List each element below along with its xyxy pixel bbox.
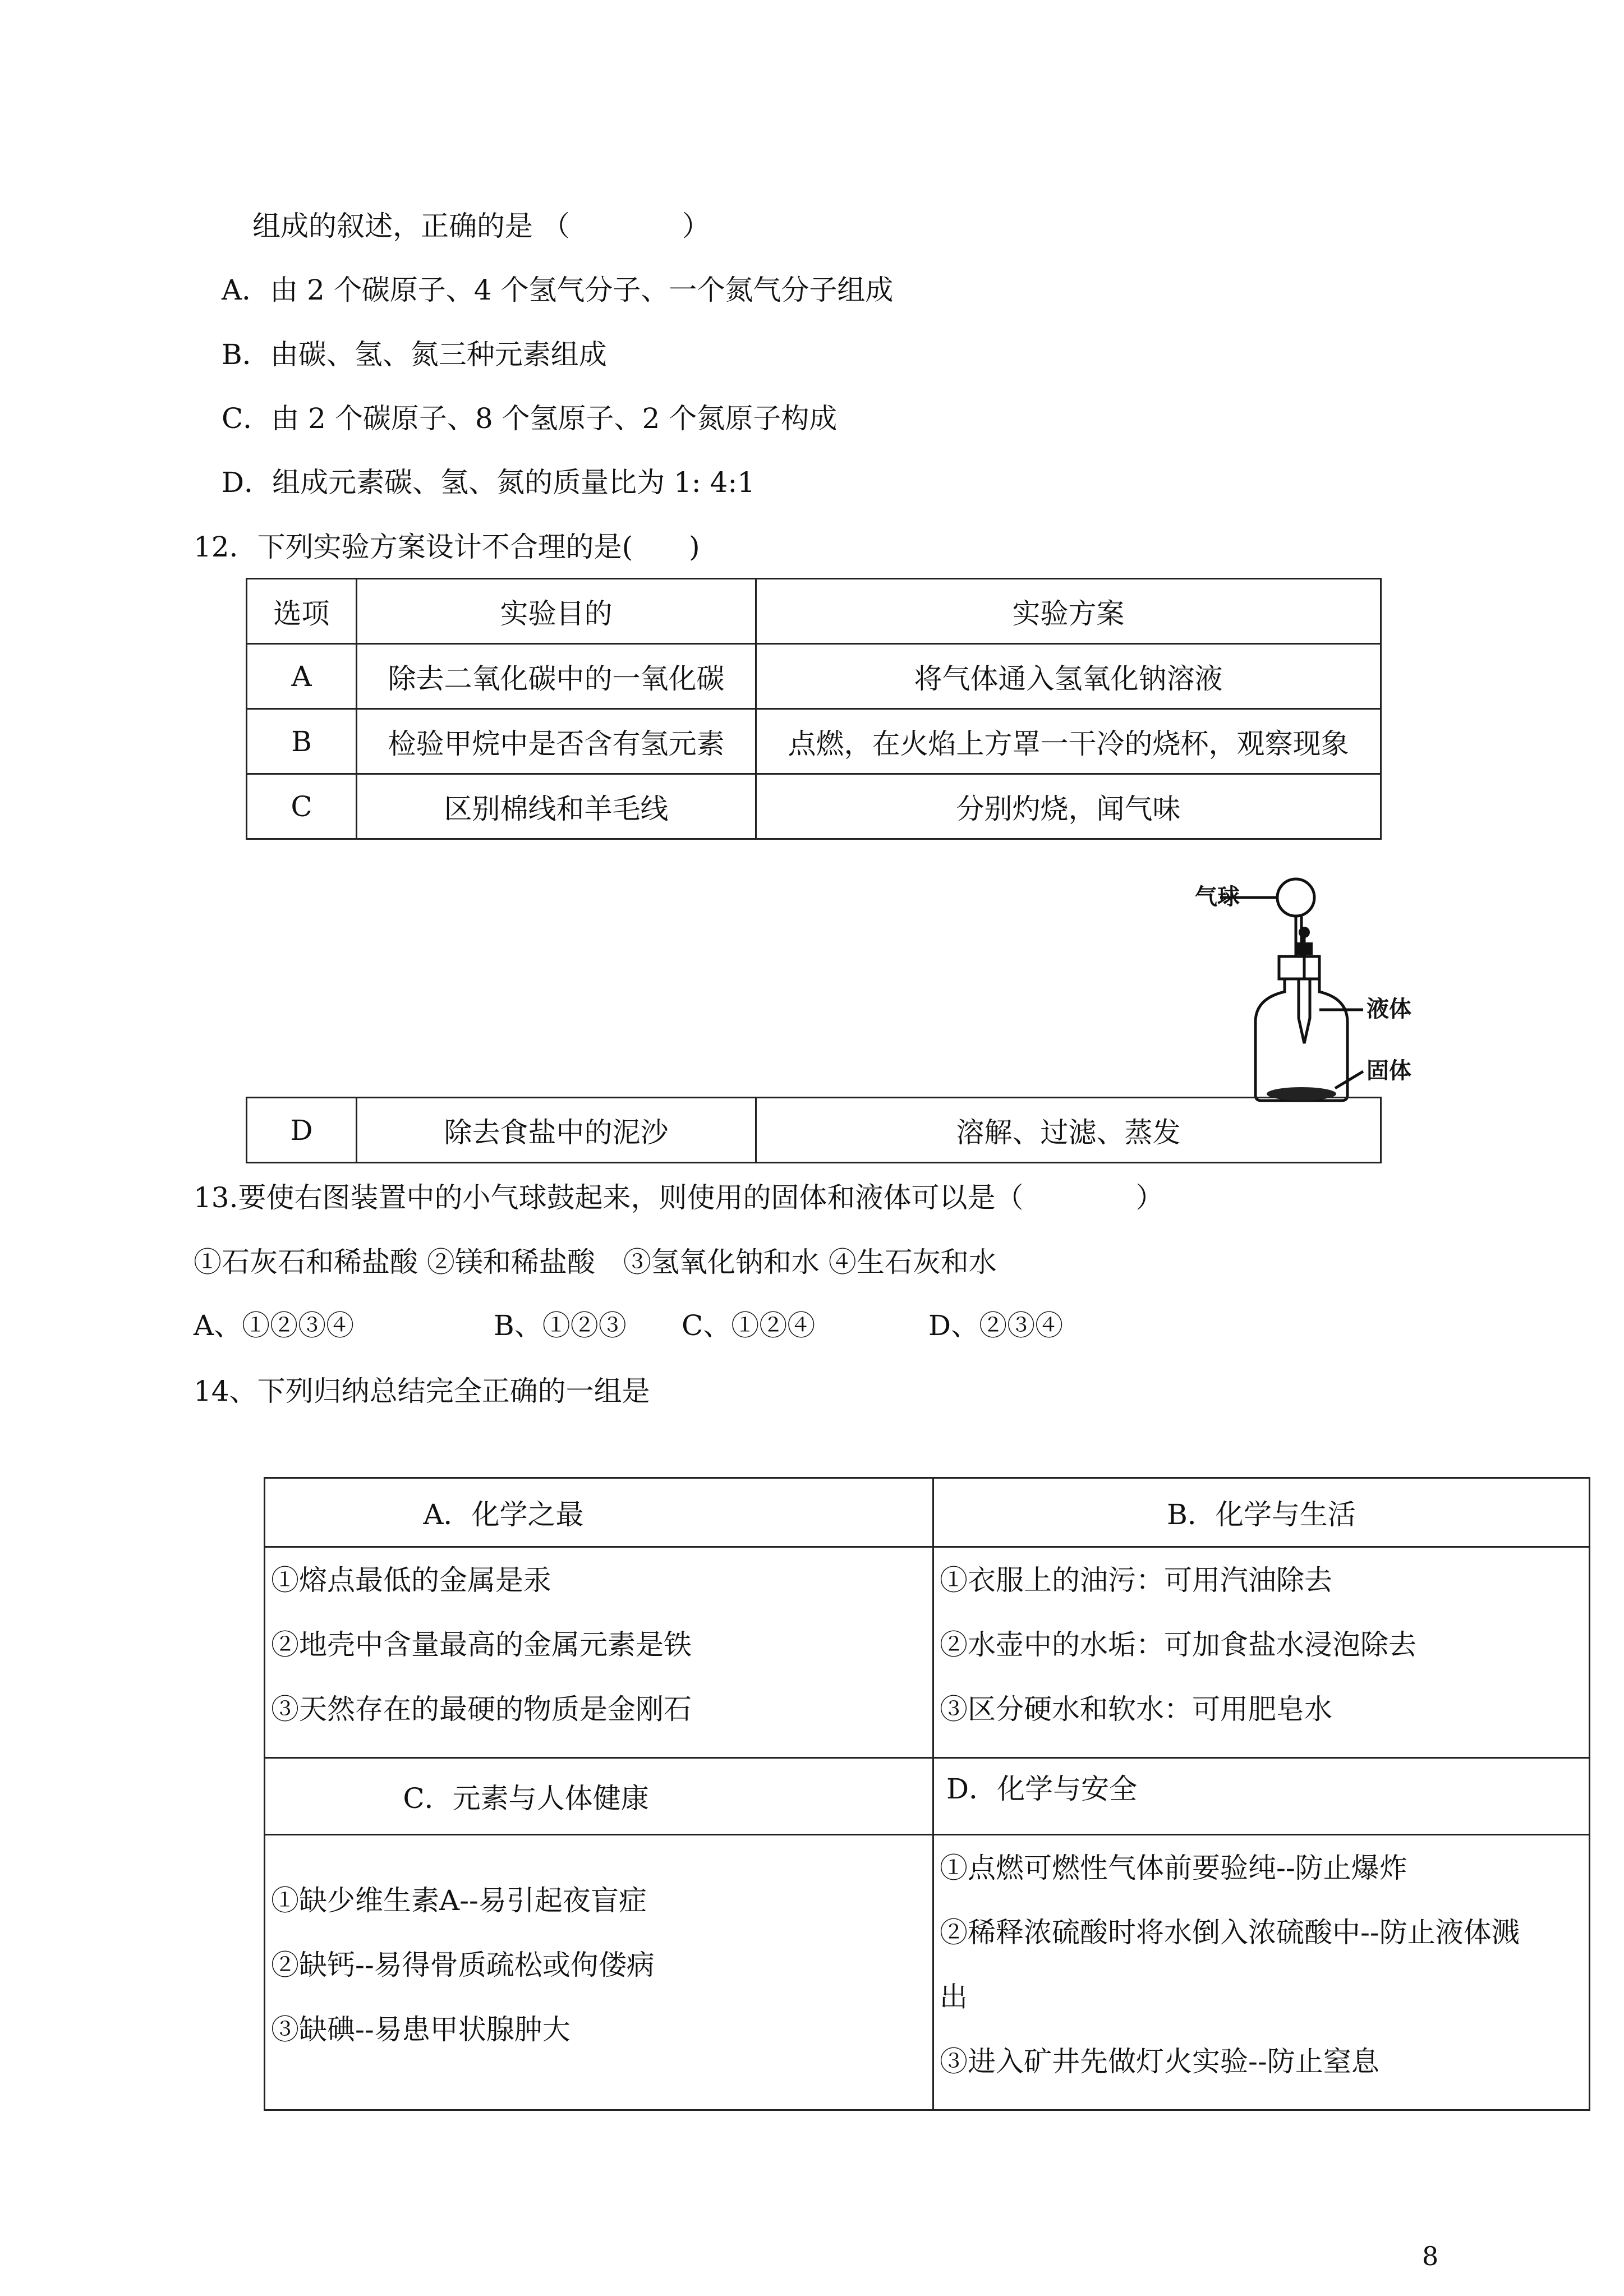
- header-option: 选项: [247, 579, 357, 644]
- table-row: [247, 644, 1381, 709]
- group-b-title: B．化学与生活: [933, 1478, 1590, 1547]
- row-plan: 溶解、过滤、蒸发: [756, 1098, 1381, 1163]
- q14-header-row-2: [265, 1758, 1590, 1835]
- q13-items: ①石灰石和稀盐酸 ②镁和稀盐酸 ③氢氧化钠和水 ④生石灰和水: [194, 1246, 997, 1278]
- q12-stem: 12．下列实验方案设计不合理的是( ): [194, 531, 700, 563]
- list-item: ①熔点最低的金属是汞: [271, 1564, 551, 1596]
- stopper: [1279, 956, 1319, 979]
- list-item: ①衣服上的油污：可用汽油除去: [940, 1564, 1332, 1596]
- solid-label: 固体: [1367, 1058, 1411, 1084]
- row-label: B: [247, 709, 357, 774]
- q11-option-b: B．由碳、氢、氮三种元素组成: [222, 338, 607, 371]
- row-label: D: [247, 1098, 357, 1163]
- group-a-items: [265, 1547, 933, 1758]
- q14-header-row-1: [265, 1478, 1590, 1547]
- group-c-items: [265, 1835, 933, 2110]
- row-label: A: [247, 644, 357, 709]
- balloon-icon: [1277, 879, 1314, 916]
- q11-stem: 组成的叙述，正确的是 （ ）: [252, 210, 710, 242]
- q11-option-a: A．由 2 个碳原子、4 个氢气分子、一个氮气分子组成: [222, 274, 894, 306]
- q11-option-d: D．组成元素碳、氢、氮的质量比为 1: 4:1: [222, 466, 756, 499]
- page-number: 8: [1422, 2241, 1439, 2271]
- list-item: ②稀释浓硫酸时将水倒入浓硫酸中--防止液体溅: [940, 1916, 1520, 1949]
- list-item: ③进入矿井先做灯火实验--防止窒息: [940, 2045, 1379, 2078]
- table-header-row: [247, 579, 1381, 644]
- q14-table: [264, 1477, 1590, 2111]
- table-row: [247, 709, 1381, 774]
- q11-option-c: C．由 2 个碳原子、8 个氢原子、2 个氮原子构成: [222, 402, 838, 435]
- apparatus-figure: [1195, 869, 1436, 1111]
- q12-table: [246, 578, 1382, 840]
- row-purpose: 除去食盐中的泥沙: [357, 1098, 756, 1163]
- list-item: ②地壳中含量最高的金属元素是铁: [271, 1628, 692, 1661]
- list-item: ②缺钙--易得骨质疏松或佝偻病: [271, 1948, 655, 1981]
- header-plan: 实验方案: [756, 579, 1381, 644]
- q13-stem: 13.要使右图装置中的小气球鼓起来，则使用的固体和液体可以是（ ）: [194, 1181, 1164, 1214]
- group-d-items: [933, 1835, 1590, 2110]
- row-label: C: [247, 774, 357, 839]
- row-plan: 分别灼烧，闻气味: [756, 774, 1381, 839]
- group-c-title: C．元素与人体健康: [265, 1758, 933, 1835]
- header-purpose: 实验目的: [357, 579, 756, 644]
- list-item: ③缺碘--易患甲状腺肿大: [271, 2013, 571, 2046]
- table-row: [247, 1098, 1381, 1163]
- list-item-continued: 出: [940, 1981, 968, 2013]
- list-item: ①缺少维生素A--易引起夜盲症: [271, 1884, 647, 1917]
- liquid-label: 液体: [1367, 996, 1411, 1022]
- q13-choice-b: B、①②③: [494, 1309, 627, 1342]
- q14-body-row-2: [265, 1835, 1590, 2110]
- q12-table-row-d: [246, 1097, 1382, 1163]
- row-plan: 将气体通入氢氧化钠溶液: [756, 644, 1381, 709]
- row-purpose: 区别棉线和羊毛线: [357, 774, 756, 839]
- q13-choice-a: A、①②③④: [194, 1309, 355, 1342]
- list-item: ①点燃可燃性气体前要验纯--防止爆炸: [940, 1852, 1407, 1884]
- list-item: ③天然存在的最硬的物质是金刚石: [271, 1693, 692, 1726]
- row-purpose: 检验甲烷中是否含有氢元素: [357, 709, 756, 774]
- q14-body-row-1: [265, 1547, 1590, 1758]
- q14-stem: 14、下列归纳总结完全正确的一组是: [194, 1375, 650, 1407]
- q13-choice-c: C、①②④: [682, 1309, 816, 1342]
- group-d-title: D．化学与安全: [933, 1758, 1590, 1835]
- group-b-items: [933, 1547, 1590, 1758]
- list-item: ②水壶中的水垢：可加食盐水浸泡除去: [940, 1628, 1416, 1661]
- list-item: ③区分硬水和软水：可用肥皂水: [940, 1693, 1332, 1726]
- balloon-label: 气球: [1195, 884, 1240, 910]
- table-row: [247, 774, 1381, 839]
- row-purpose: 除去二氧化碳中的一氧化碳: [357, 644, 756, 709]
- bottle-icon: [1255, 979, 1347, 1101]
- row-plan: 点燃，在火焰上方罩一干冷的烧杯，观察现象: [756, 709, 1381, 774]
- q13-choice-d: D、②③④: [928, 1309, 1064, 1342]
- group-a-title: A．化学之最: [265, 1478, 933, 1547]
